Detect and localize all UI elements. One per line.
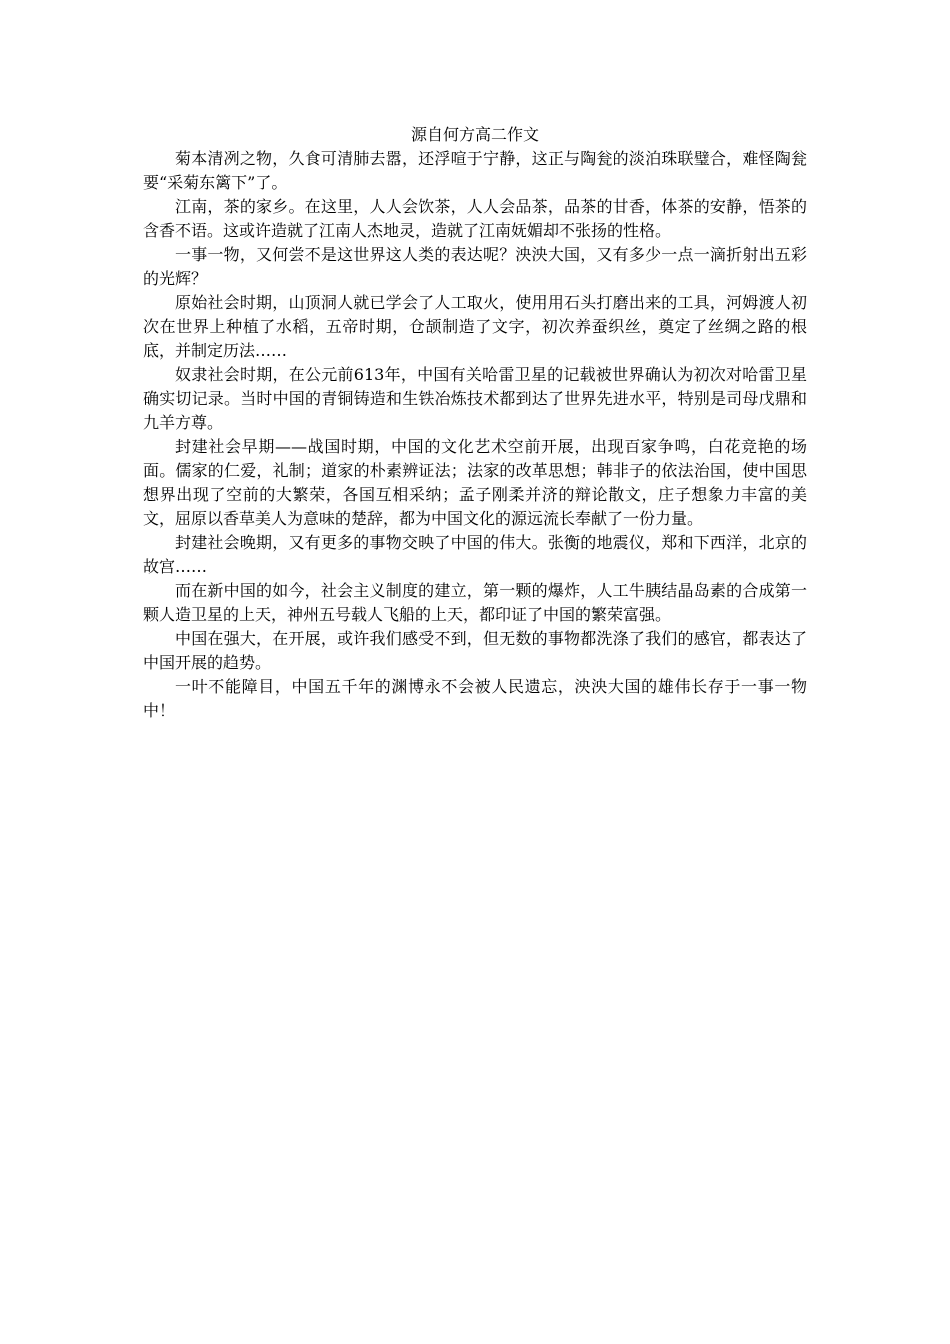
paragraph-10: 一叶不能障目，中国五千年的渊博永不会被人民遗忘，泱泱大国的雄伟长存于一事一物中！ — [143, 677, 807, 720]
paragraph-7: 封建社会晚期，又有更多的事物交映了中国的伟大。张衡的地震仪，郑和下西洋，北京的故宫…… — [143, 533, 807, 576]
paragraph-5: 奴隶社会时期，在公元前613年，中国有关哈雷卫星的记载被世界确认为初次对哈雷卫星确实切记录。当时中国的青铜铸造和生铁冶炼技术都到达了世界先进水平，特别是司母戊鼎和九羊方尊。 — [143, 365, 807, 432]
paragraph-3: 一事一物，又何尝不是这世界这人类的表达呢？泱泱大国，又有多少一点一滴折射出五彩的光辉？ — [143, 245, 807, 288]
paragraph-2: 江南，茶的家乡。在这里，人人会饮茶，人人会品茶，品茶的甘香，体茶的安静，悟茶的含香不语。这或许造就了江南人杰地灵，造就了江南妩媚却不张扬的性格。 — [143, 197, 807, 240]
paragraph-1: 菊本清冽之物，久食可清肺去嚣，还浮喧于宁静，这正与陶瓮的淡泊珠联璧合，难怪陶瓮要“采菊东篱下”了。 — [143, 149, 807, 192]
paragraph-9: 中国在强大，在开展，或许我们感受不到，但无数的事物都洗涤了我们的感官，都表达了中国开展的趋势。 — [143, 629, 807, 672]
document-body — [143, 123, 807, 723]
paragraph-8: 而在新中国的如今，社会主义制度的建立，第一颗的爆炸，人工牛胰结晶岛素的合成第一颗人造卫星的上天，神州五号载人飞船的上天，都印证了中国的繁荣富强。 — [143, 581, 807, 624]
paragraph-6: 封建社会早期——战国时期，中国的文化艺术空前开展，出现百家争鸣，白花竞艳的场面。儒家的仁爱，礼制；道家的朴素辨证法；法家的改革思想；韩非子的依法治国，使中国思想界出现了空前的大繁荣，各国互相采纳；孟子刚柔并济的辩论散文，庄子想象力丰富的美文，屈原以香草美人为意味的楚辞，都为中国文化的源远流长奉献了一份力量。 — [143, 437, 807, 528]
document-title: 源自何方高二作文 — [410, 125, 539, 144]
paragraph-4: 原始社会时期，山顶洞人就已学会了人工取火，使用用石头打磨出来的工具，河姆渡人初次在世界上种植了水稻，五帝时期，仓颉制造了文字，初次养蚕织丝，奠定了丝绸之路的根底，并制定历法…… — [143, 293, 807, 360]
